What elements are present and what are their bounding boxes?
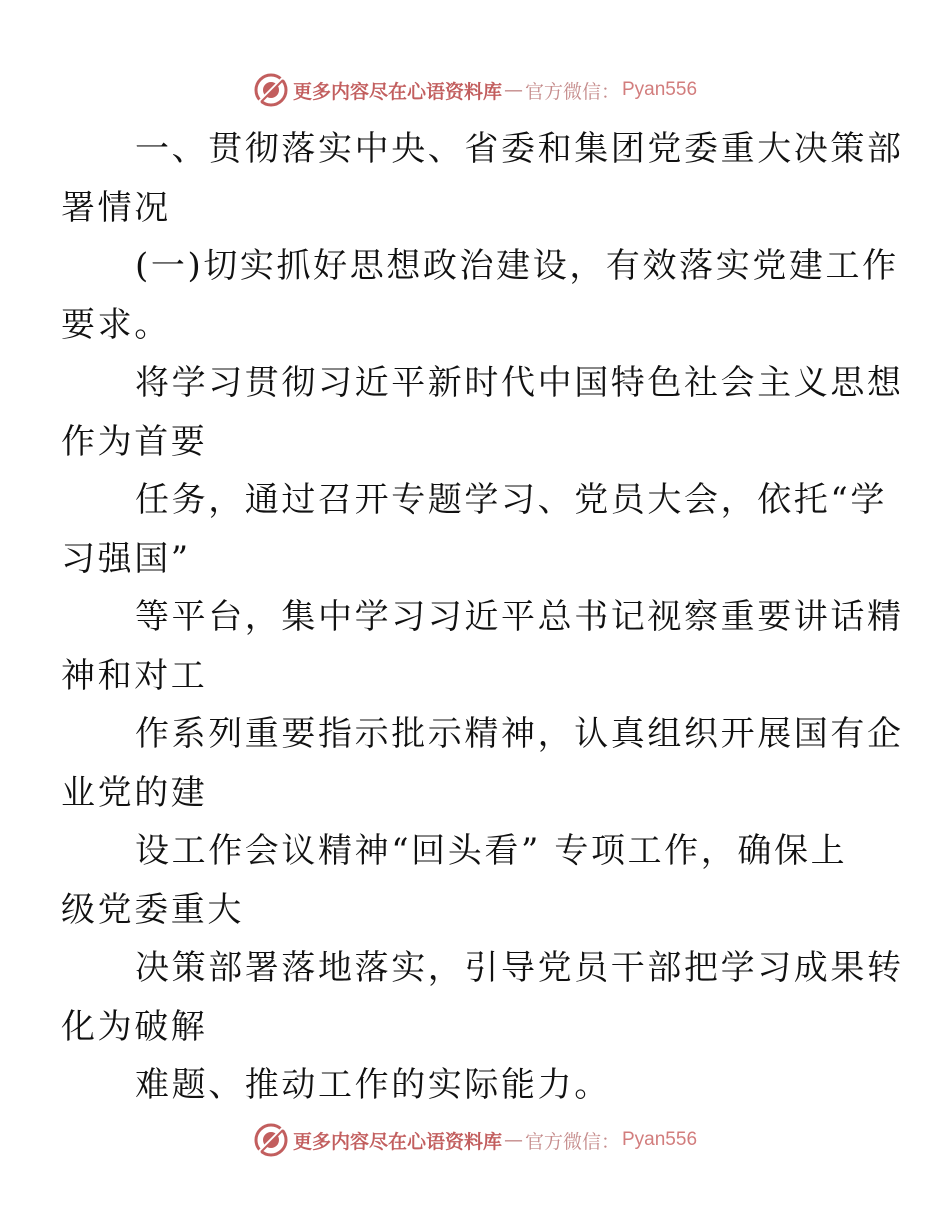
paragraph-8 (61, 939, 904, 1056)
footer-wechat-id: Pyan556 (622, 1129, 698, 1150)
paragraph-line: 作系列重要指示批示精神，认真组织开展国有企 (135, 714, 904, 754)
paragraph-line: 难题、推动工作的实际能力。 (135, 1065, 611, 1105)
header-wechat-id: Pyan556 (622, 79, 698, 100)
document-body (61, 120, 904, 1115)
header-dash: — (503, 79, 523, 101)
paragraph-line: 习强国” (61, 538, 191, 579)
paragraph-line: 一、贯彻落实中央、省委和集团党委重大决策部 (135, 129, 904, 169)
header-wechat-label: 官方微信： (524, 80, 620, 103)
header-brand-text: 更多内容尽在心语资料库 (292, 80, 502, 103)
paragraph-line: 任务，通过召开专题学习、党员大会，依托“学 (135, 480, 887, 520)
paragraph-line: 作为首要 (61, 421, 208, 462)
footer-brand-text: 更多内容尽在心语资料库 (292, 1130, 502, 1153)
footer-dash: — (503, 1129, 523, 1151)
brand-logo-icon (253, 72, 289, 108)
paragraph-6 (61, 705, 904, 822)
paragraph-1 (61, 120, 904, 237)
paragraph-line: 化为破解 (61, 1006, 208, 1047)
paragraph-9 (98, 1056, 858, 1115)
paragraph-line: 决策部署落地落实，引导党员干部把学习成果转 (135, 948, 904, 988)
paragraph-2 (61, 237, 899, 354)
paragraph-line: 级党委重大 (61, 889, 244, 930)
paragraph-line: 署情况 (61, 187, 171, 228)
paragraph-line: 业党的建 (61, 772, 208, 813)
paragraph-line: 设工作会议精神“回头看” 专项工作，确保上 (135, 831, 848, 871)
paragraph-line: (一)切实抓好思想政治建设，有效落实党建工作 (135, 246, 899, 286)
paragraph-5 (61, 588, 904, 705)
paragraph-line: 等平台，集中学习习近平总书记视察重要讲话精 (135, 597, 904, 637)
header-watermark-banner (0, 70, 950, 110)
paragraph-7 (61, 822, 858, 939)
brand-logo-icon (253, 1122, 289, 1158)
paragraph-4 (61, 471, 887, 588)
paragraph-3 (61, 354, 904, 471)
paragraph-line: 神和对工 (61, 655, 208, 696)
paragraph-line: 将学习贯彻习近平新时代中国特色社会主义思想 (135, 363, 904, 403)
paragraph-line: 要求。 (61, 304, 171, 345)
footer-wechat-label: 官方微信： (524, 1130, 620, 1153)
footer-watermark-banner (0, 1120, 950, 1160)
